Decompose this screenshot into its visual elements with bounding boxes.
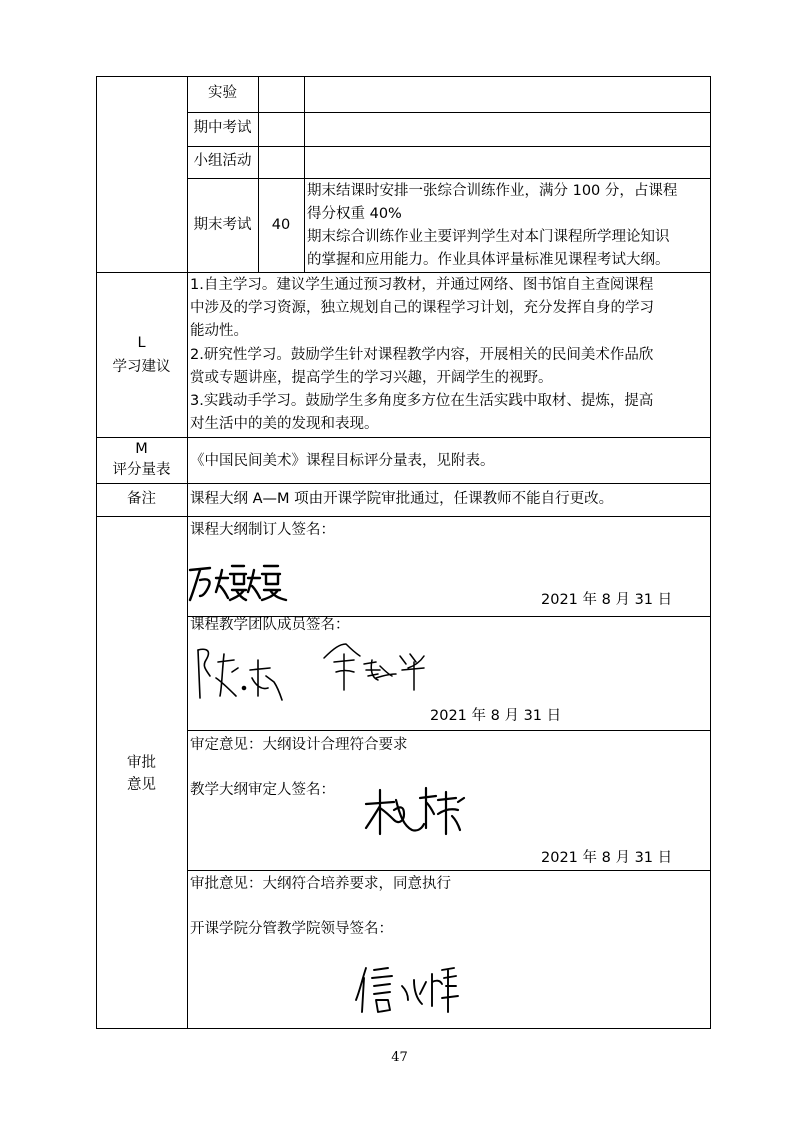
grid-line — [96, 76, 711, 77]
assessment-item: 期末考试 — [193, 217, 252, 233]
review-signature-label: 教学大纲审定人签名： — [190, 782, 335, 798]
grid-line — [187, 870, 711, 871]
final-opinion: 审批意见：大纲符合培养要求，同意执行 — [190, 876, 451, 892]
approval-label: 审批 — [127, 755, 156, 771]
assessment-desc-line: 期末结课时安排一张综合训练作业，满分 100 分，占课程 — [307, 183, 678, 199]
section-l-line: 能动性。 — [190, 323, 248, 339]
team-signature-2 — [320, 640, 430, 692]
section-l-line: 3.实践动手学习。鼓励学生多角度多方位在生活实践中取材、提炼，提高 — [190, 393, 654, 409]
assessment-item: 小组活动 — [193, 153, 252, 169]
grid-line — [258, 76, 259, 273]
section-l-line: 1.自主学习。建议学生通过预习教材，并通过网络、图书馆自主查阅课程 — [190, 277, 654, 293]
maker-signature-label: 课程大纲制订人签名： — [190, 522, 335, 538]
grid-line — [187, 730, 711, 731]
grid-line — [304, 76, 305, 273]
section-m-text: 《中国民间美术》课程目标评分量表，见附表。 — [190, 453, 495, 469]
team-signature-1 — [192, 642, 288, 704]
assessment-desc-line: 期末综合训练作业主要评判学生对本门课程所学理论知识 — [307, 229, 670, 245]
grid-line — [96, 76, 97, 1029]
page-number: 47 — [391, 1050, 408, 1065]
assessment-desc-line: 得分权重 40% — [307, 206, 402, 222]
section-l-line: 赏或专题讲座，提高学生的学习兴趣，开阔学生的视野。 — [190, 370, 553, 386]
grid-line — [96, 516, 711, 517]
grid-line — [187, 112, 711, 113]
section-l-title: 学习建议 — [112, 359, 171, 375]
review-date: 2021 年 8 月 31 日 — [541, 850, 673, 866]
section-l-letter: L — [137, 335, 146, 351]
review-opinion: 审定意见：大纲设计合理符合要求 — [190, 737, 408, 753]
section-m-title: 评分量表 — [112, 462, 171, 478]
section-l-line: 对生活中的美的发现和表现。 — [190, 416, 379, 432]
assessment-item: 实验 — [208, 85, 237, 101]
grid-line — [187, 178, 711, 179]
assessment-item: 期中考试 — [193, 120, 252, 136]
maker-date: 2021 年 8 月 31 日 — [541, 592, 673, 608]
grid-line — [710, 76, 711, 1029]
final-signature — [352, 960, 462, 1016]
final-signature-label: 开课学院分管教学院领导签名： — [190, 921, 393, 937]
grid-line — [96, 1028, 711, 1029]
remarks-text: 课程大纲 A—M 项由开课学院审批通过，任课教师不能自行更改。 — [190, 491, 614, 507]
review-signature — [360, 780, 470, 838]
section-l-line: 中涉及的学习资源，独立规划自己的课程学习计划，充分发挥自身的学习 — [190, 300, 654, 316]
team-signature-label: 课程教学团队成员签名： — [190, 617, 350, 633]
approval-label: 意见 — [127, 777, 156, 793]
assessment-weight: 40 — [271, 217, 291, 233]
grid-line — [96, 483, 711, 484]
section-l-line: 2.研究性学习。鼓励学生针对课程教学内容，开展相关的民间美术作品欣 — [190, 347, 654, 363]
maker-signature — [186, 556, 296, 604]
team-date: 2021 年 8 月 31 日 — [430, 708, 562, 724]
grid-line — [187, 146, 711, 147]
section-m-letter: M — [135, 441, 148, 457]
grid-line — [96, 437, 711, 438]
remarks-label: 备注 — [127, 491, 156, 507]
assessment-desc-line: 的掌握和应用能力。作业具体评量标准见课程考试大纲。 — [307, 252, 670, 268]
